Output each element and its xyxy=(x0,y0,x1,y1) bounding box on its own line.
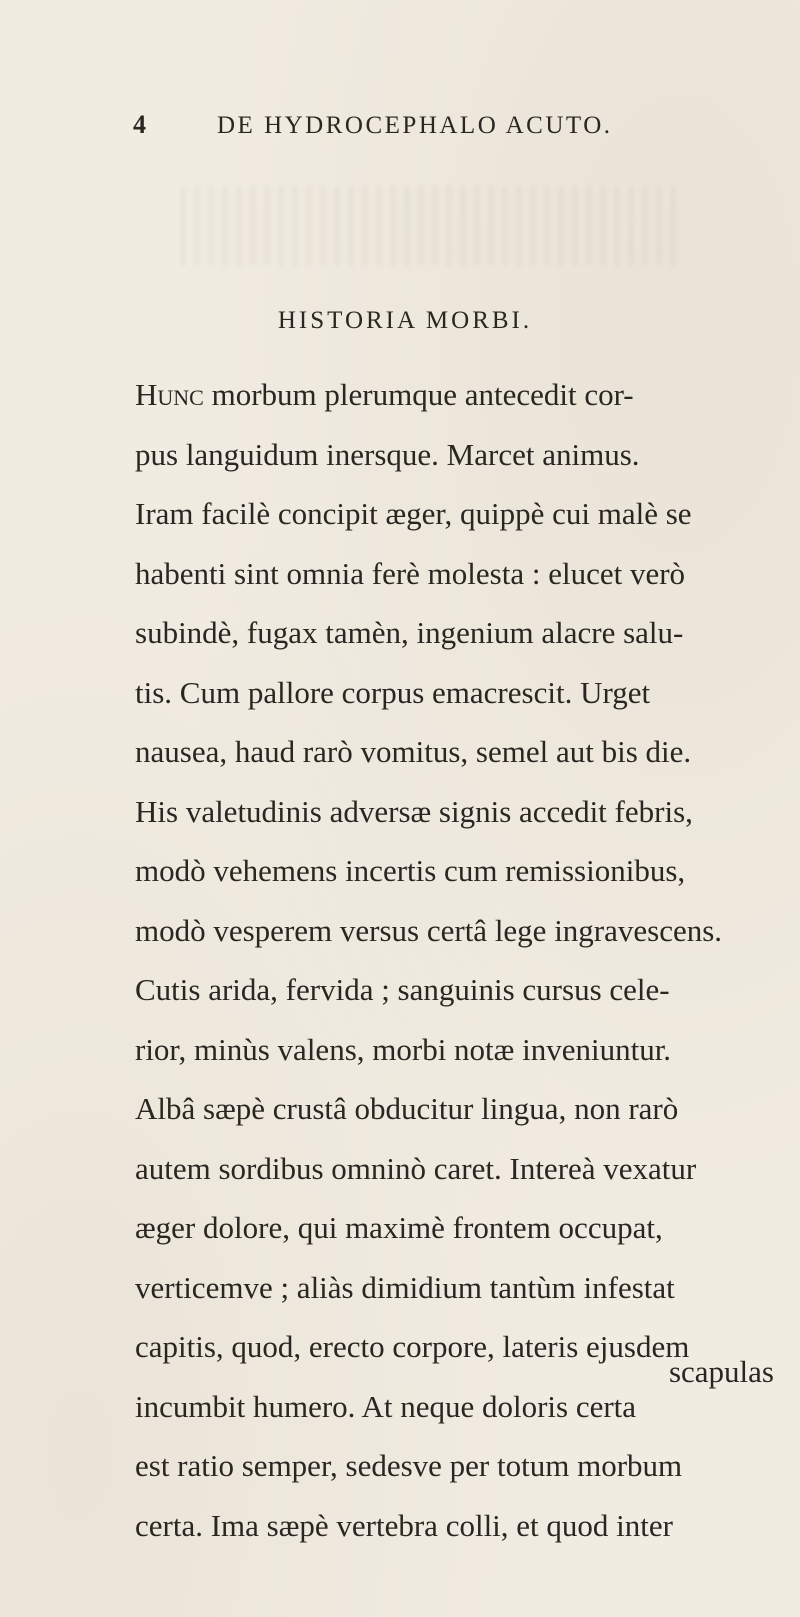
text-line: rior, minùs valens, morbi notæ inveniuntur. xyxy=(135,1031,672,1067)
page-number: 4 xyxy=(133,110,147,139)
text-line: pus languidum inersque. Marcet animus. xyxy=(135,436,640,472)
text-line: nausea, haud rarò vomitus, semel aut bis die. xyxy=(135,734,692,769)
text-line: est ratio semper, sedesve per totum morbum xyxy=(135,1448,683,1483)
catchword: scapulas xyxy=(668,1354,774,1389)
text-line: Albâ sæpè crustâ obducitur lingua, non rarò xyxy=(135,1091,679,1126)
text-line: incumbit humero. At neque doloris certa xyxy=(135,1388,637,1424)
section-heading: HISTORIA MORBI. xyxy=(277,307,533,334)
text-line: Iram facilè concipit æger, quippè cui malè se xyxy=(135,496,692,531)
show-through-text xyxy=(180,186,680,266)
text-line: modò vesperem versus certâ lege ingravescens. xyxy=(135,912,723,948)
text-line: subindè, fugax tamèn, ingenium alacre salu- xyxy=(135,615,684,650)
text-line: Cutis arida, fervida ; sanguinis cursus cele- xyxy=(135,972,670,1007)
initial-word: Hunc xyxy=(135,377,204,412)
text-line: æger dolore, qui maximè frontem occupat, xyxy=(135,1210,663,1245)
text-line xyxy=(135,365,785,425)
running-head xyxy=(0,110,800,150)
running-title: DE HYDROCEPHALO ACUTO. xyxy=(217,112,613,139)
text-line: capitis, quod, erecto corpore, lateris ejusdem xyxy=(135,1329,690,1364)
text-line: His valetudinis adversæ signis accedit febris, xyxy=(135,793,693,829)
text-line: autem sordibus omninò caret. Intereà vexatur xyxy=(135,1150,697,1186)
text-line: verticemve ; aliàs dimidium tantùm infestat xyxy=(135,1269,675,1305)
text-line: modò vehemens incertis cum remissionibus, xyxy=(135,853,686,888)
text-line: certa. Ima sæpè vertebra colli, et quod inter xyxy=(135,1507,673,1543)
text-line: habenti sint omnia ferè molesta : elucet verò xyxy=(135,555,686,591)
text-line: tis. Cum pallore corpus emacrescit. Urget xyxy=(135,674,651,710)
text-line-rest: morbum plerumque antecedit cor- xyxy=(203,377,634,412)
